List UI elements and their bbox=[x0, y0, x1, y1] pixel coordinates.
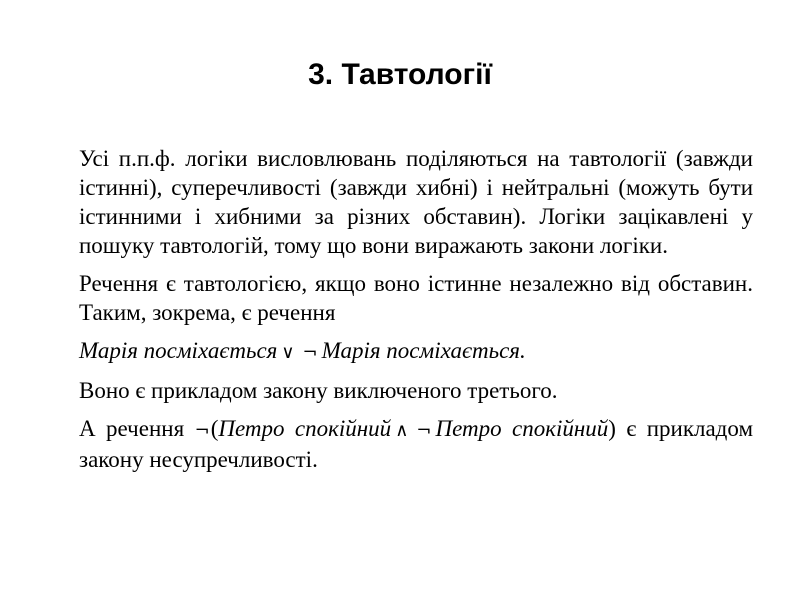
paragraph-noncontradiction-example bbox=[79, 414, 753, 474]
paragraph-tautology-classes: Усі п.п.ф. логіки висловлювань поділяються на тавтології (завжди істинні), суперечливості (завжди хибні) і нейтральні (можуть бути істинними і хибними за різних обставин). Логіки зацікавлені у пошуку тавтологій, тому що вони виражають закони логіки. bbox=[79, 146, 753, 258]
paragraph-excluded-middle-example bbox=[79, 336, 753, 367]
open-parenthesis: ( bbox=[210, 416, 219, 441]
paragraph-tautology-definition: Речення є тавтологією, якщо воно істинне незалежно від обставин. Таким, зокрема, є речення bbox=[79, 271, 753, 325]
negation-symbol: ¬ bbox=[194, 420, 210, 441]
and-symbol: ∧ bbox=[395, 420, 409, 441]
formula-right-operand: Петро спокійний bbox=[435, 416, 609, 441]
formula-left-operand: Петро спокійний bbox=[218, 416, 392, 441]
or-symbol: ∨ bbox=[281, 342, 295, 363]
negation-symbol: ¬ bbox=[302, 342, 318, 363]
formula-right-operand: Марія посміхається bbox=[321, 338, 520, 363]
slide-title: 3. Тавтології bbox=[308, 58, 492, 91]
slide-body bbox=[79, 144, 753, 483]
sentence-end: є прикладом закону несупречливості. bbox=[79, 416, 754, 472]
sentence-start: А речення bbox=[79, 416, 185, 441]
close-parenthesis: ) bbox=[608, 416, 616, 441]
paragraph-excluded-middle-law: Воно є прикладом закону виключеного третього. bbox=[79, 378, 558, 403]
formula-left-operand: Марія посміхається bbox=[79, 338, 278, 363]
negation-symbol: ¬ bbox=[416, 420, 432, 441]
formula-end: . bbox=[520, 338, 526, 363]
